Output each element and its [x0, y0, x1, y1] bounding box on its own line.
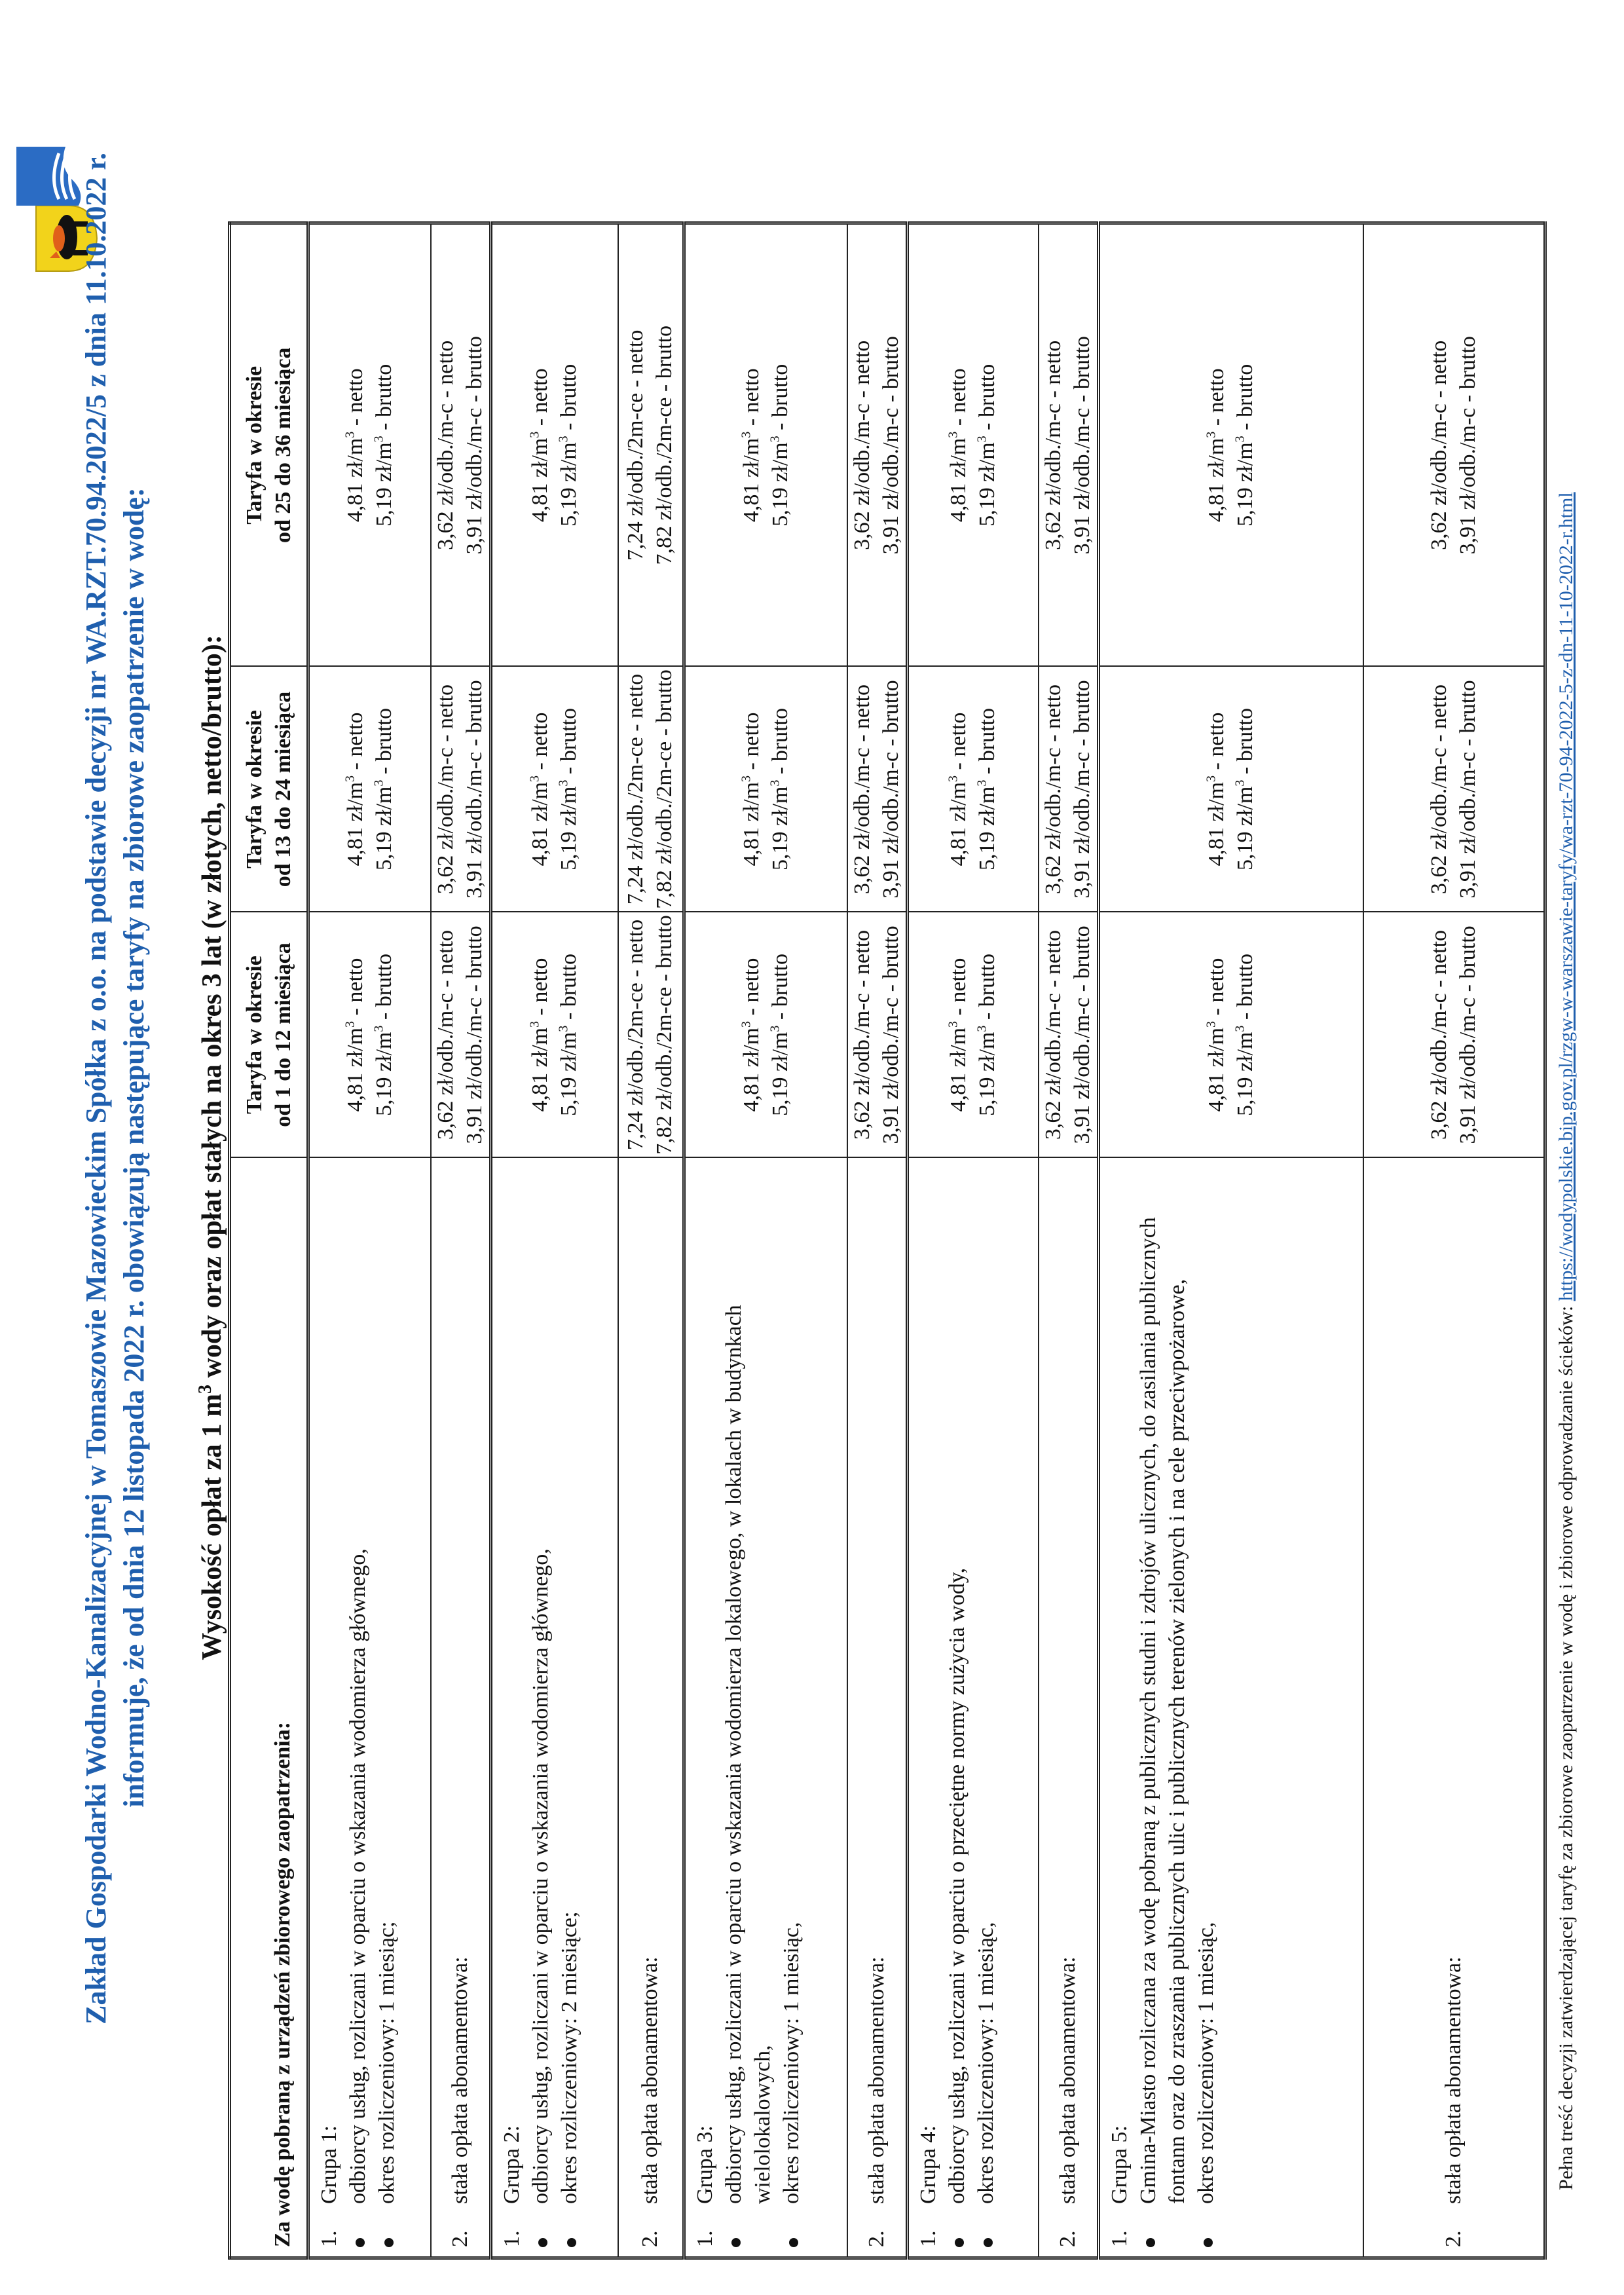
item-number: 1. — [317, 2230, 341, 2247]
water-brutto-suffix: - brutto — [975, 364, 1000, 436]
water-netto-value: 4,81 zł/m — [342, 1027, 367, 1112]
bullet-text: odbiorcy usług, rozliczani w oparciu o przeciętne normy zużycia wody, — [945, 1567, 969, 2204]
item-number: 2. — [1441, 2230, 1466, 2247]
unit-exponent: 3 — [1232, 779, 1247, 787]
water-brutto-value: 5,19 zł/m — [1233, 786, 1258, 870]
water-brutto-value: 5,19 zł/m — [975, 1032, 1000, 1116]
fee-period-1 — [618, 912, 684, 1158]
bullet-text: okres rozliczeniowy: 1 miesiąc, — [974, 1922, 998, 2204]
footer-note — [1553, 492, 1579, 2190]
unit-exponent: 3 — [527, 431, 542, 438]
water-netto-value: 4,81 zł/m — [946, 781, 971, 867]
fee-netto: 7,24 zł/odb./2m-ce - netto — [623, 329, 648, 561]
bullet-text: okres rozliczeniowy: 1 miesiąc; — [375, 1921, 399, 2204]
heading-line-2: informuje, że od dnia 12 listopada 2022 r. obowiązują następujące taryfy na zbiorowe zaopatrzenie w wodę: — [118, 487, 150, 1808]
water-brutto-value: 5,19 zł/m — [767, 786, 792, 870]
item-number: 1. — [499, 2230, 524, 2247]
bullet-icon — [955, 2238, 964, 2247]
header-period-2-line2: od 13 do 24 miesiąca — [270, 691, 295, 887]
water-brutto-suffix: - brutto — [371, 708, 396, 780]
water-netto — [944, 225, 973, 666]
water-brutto — [973, 225, 1002, 666]
unit-exponent: 3 — [1204, 775, 1219, 782]
water-netto — [737, 913, 766, 1157]
bullet-item — [972, 1168, 1001, 2248]
group-3-water-row — [684, 223, 847, 2258]
fee-brutto: 3,91 zł/odb./m-c - brutto — [462, 925, 487, 1144]
water-netto-suffix: - netto — [528, 712, 553, 775]
fee-brutto: 3,91 zł/odb./m-c - brutto — [879, 680, 903, 899]
fee-brutto: 3,91 zł/odb./m-c - brutto — [1069, 336, 1094, 555]
bullet-item — [344, 1168, 373, 2248]
water-brutto-value: 5,19 zł/m — [767, 442, 792, 527]
water-brutto-suffix: - brutto — [767, 364, 792, 436]
unit-exponent: 3 — [946, 775, 961, 782]
bullet-icon — [356, 2238, 365, 2247]
unit-exponent: 3 — [371, 1025, 386, 1032]
water-netto — [526, 667, 555, 912]
fee-netto: 3,62 zł/odb./m-c - netto — [433, 340, 458, 550]
bullet-icon — [384, 2238, 394, 2247]
subtitle-text-end: wody oraz opłat stałych na okres 3 lat (w złotych, netto/brutto): — [197, 635, 227, 1385]
fee-period-3 — [1363, 223, 1545, 667]
water-brutto-value: 5,19 zł/m — [975, 786, 1000, 870]
group-description — [1098, 1158, 1363, 2258]
water-tariff-period-1 — [908, 912, 1039, 1158]
water-brutto-suffix: - brutto — [557, 708, 581, 780]
fee-period-3 — [1039, 223, 1099, 667]
bullet-text: odbiorcy usług, rozliczani w oparciu o wskazania wodomierza lokalowego, w lokalach w budynkach wielolokalowych, — [721, 1305, 775, 2204]
fee-netto: 3,62 zł/odb./m-c - netto — [433, 684, 458, 895]
water-brutto-suffix: - brutto — [371, 364, 396, 436]
water-netto-suffix: - netto — [528, 368, 553, 432]
water-netto-suffix: - netto — [739, 368, 764, 432]
water-tariff-period-1 — [490, 912, 618, 1158]
water-netto-suffix: - netto — [739, 958, 764, 1021]
water-netto-suffix: - netto — [1204, 958, 1229, 1021]
item-number: 2. — [1055, 2230, 1080, 2247]
water-netto-value: 4,81 zł/m — [739, 1027, 764, 1112]
water-netto — [944, 667, 973, 912]
unit-exponent: 3 — [767, 779, 783, 787]
footer-text: Pełna treść decyzji zatwierdzającej taryfę za zbiorowe zaopatrzenie w wodę i zbiorowe odprowadzanie ścieków: — [1555, 1301, 1577, 2190]
fee-netto: 3,62 zł/odb./m-c - netto — [850, 684, 874, 895]
group-description — [490, 1158, 618, 2258]
bullet-item — [943, 1168, 972, 2248]
group-5-water-row — [1098, 223, 1363, 2258]
water-netto-suffix: - netto — [528, 958, 553, 1021]
unit-exponent: 3 — [739, 775, 754, 782]
fee-netto: 3,62 zł/odb./m-c - netto — [1426, 929, 1451, 1140]
unit-exponent: 3 — [556, 1025, 571, 1032]
water-brutto-suffix: - brutto — [557, 954, 581, 1026]
water-brutto-suffix: - brutto — [767, 954, 792, 1026]
water-netto-value: 4,81 zł/m — [342, 438, 367, 523]
unit-exponent: 3 — [1204, 431, 1219, 438]
fee-brutto: 3,91 zł/odb./m-c - brutto — [1069, 680, 1094, 899]
unit-exponent: 3 — [974, 1025, 989, 1032]
unit-exponent: 3 — [527, 1020, 542, 1028]
water-netto — [944, 913, 973, 1157]
unit-exponent: 3 — [974, 436, 989, 443]
water-netto-suffix: - netto — [946, 368, 971, 432]
group-2-fee-row — [618, 223, 684, 2258]
fee-period-2 — [1363, 667, 1545, 912]
fee-description — [1363, 1158, 1545, 2258]
water-brutto — [370, 225, 399, 666]
water-netto-suffix: - netto — [1204, 368, 1229, 432]
water-brutto-suffix: - brutto — [767, 708, 792, 780]
table-header-row — [230, 223, 308, 2258]
header-period-1 — [230, 912, 308, 1158]
heading-line-1: Zakład Gospodarki Wodno-Kanalizacyjnej w Tomaszowie Mazowieckim Spółka z o.o. na podstawie decyzji nr WA.RZT.70.94.2022/5 z dnia 11.10.2022 r. — [80, 153, 112, 2024]
table-subtitle — [187, 0, 231, 2295]
water-netto-suffix: - netto — [1204, 712, 1229, 775]
fee-netto: 3,62 zł/odb./m-c - netto — [850, 340, 874, 550]
group-4-fee-row — [1039, 223, 1099, 2258]
group-title: Grupa 5: — [1107, 2125, 1132, 2204]
unit-exponent: 3 — [1232, 436, 1247, 443]
water-netto-value: 4,81 zł/m — [739, 438, 764, 523]
header-period-3-line1: Taryfa w okresie — [242, 365, 267, 525]
group-description — [908, 1158, 1039, 2258]
water-netto-value: 4,81 zł/m — [946, 1027, 971, 1112]
fee-label: stała opłata abonamentowa: — [447, 1956, 472, 2204]
bullet-item — [526, 1168, 555, 2248]
unit-exponent: 3 — [1204, 1020, 1219, 1028]
group-title: Grupa 2: — [499, 2125, 524, 2204]
bullet-icon — [567, 2238, 576, 2247]
group-title: Grupa 1: — [317, 2125, 341, 2204]
fee-brutto: 3,91 zł/odb./m-c - brutto — [1455, 336, 1480, 555]
fee-description — [431, 1158, 491, 2258]
water-netto-suffix: - netto — [946, 712, 971, 775]
water-brutto-suffix: - brutto — [371, 954, 396, 1026]
water-tariff-period-3 — [908, 223, 1039, 667]
water-netto-value: 4,81 zł/m — [1204, 781, 1229, 867]
fee-netto: 3,62 zł/odb./m-c - netto — [1041, 684, 1065, 895]
fee-period-3 — [618, 223, 684, 667]
fee-netto: 3,62 zł/odb./m-c - netto — [1041, 929, 1065, 1140]
fee-netto: 3,62 zł/odb./m-c - netto — [1041, 340, 1065, 550]
water-netto-value: 4,81 zł/m — [528, 438, 553, 523]
water-brutto — [555, 225, 583, 666]
bullet-icon — [538, 2238, 547, 2247]
water-netto — [526, 225, 555, 666]
water-brutto — [973, 667, 1002, 912]
water-tariff-period-1 — [1098, 912, 1363, 1158]
water-brutto-value: 5,19 zł/m — [557, 786, 581, 870]
header-period-1-line1: Taryfa w okresie — [242, 956, 267, 1114]
bullet-text: okres rozliczeniowy: 1 miesiąc, — [1193, 1922, 1218, 2204]
item-number: 1. — [692, 2230, 717, 2247]
group-1-water-row — [308, 223, 431, 2258]
fee-label: stała opłata abonamentowa: — [1055, 1956, 1080, 2204]
water-tariff-period-3 — [1098, 223, 1363, 667]
fee-period-2 — [431, 667, 491, 912]
water-netto-suffix: - netto — [342, 368, 367, 432]
water-brutto-suffix: - brutto — [1233, 364, 1258, 436]
water-tariff-period-3 — [490, 223, 618, 667]
fee-period-1 — [1363, 912, 1545, 1158]
group-3-fee-row — [847, 223, 908, 2258]
water-netto-suffix: - netto — [739, 712, 764, 775]
unit-exponent: 3 — [974, 779, 989, 787]
group-5-fee-row — [1363, 223, 1545, 2258]
header-description: Za wodę pobraną z urządzeń zbiorowego zaopatrzenia: — [230, 1158, 308, 2258]
group-2-water-row — [490, 223, 618, 2258]
water-netto-value: 4,81 zł/m — [342, 781, 367, 867]
bullet-icon — [984, 2238, 993, 2247]
water-netto-suffix: - netto — [342, 712, 367, 775]
water-brutto-value: 5,19 zł/m — [557, 1032, 581, 1116]
water-tariff-period-2 — [308, 667, 431, 912]
water-brutto-suffix: - brutto — [975, 708, 1000, 780]
decision-link[interactable]: https://wodypolskie.bip.gov.pl/rzgw-w-warszawie-taryfy/wa-rzt-70-94-2022-5-z-dn-11-10-2022-r.html — [1555, 492, 1577, 1301]
water-netto-value: 4,81 zł/m — [1204, 438, 1229, 523]
water-brutto — [1231, 225, 1260, 666]
bullet-text: okres rozliczeniowy: 2 miesiące; — [557, 1911, 581, 2204]
fee-netto: 3,62 zł/odb./m-c - netto — [1426, 340, 1451, 550]
subtitle-superscript: 3 — [195, 1385, 215, 1394]
fee-netto: 7,24 zł/odb./2m-ce - netto — [623, 919, 648, 1151]
water-netto-value: 4,81 zł/m — [739, 781, 764, 867]
item-number: 2. — [864, 2230, 889, 2247]
unit-exponent: 3 — [767, 436, 783, 443]
water-netto-value: 4,81 zł/m — [1204, 1027, 1229, 1112]
water-brutto — [370, 913, 399, 1157]
water-netto — [526, 913, 555, 1157]
unit-exponent: 3 — [556, 779, 571, 787]
water-brutto-value: 5,19 zł/m — [975, 442, 1000, 527]
unit-exponent: 3 — [342, 775, 358, 782]
water-brutto — [766, 913, 795, 1157]
water-tariff-period-3 — [684, 223, 847, 667]
header-period-2-line1: Taryfa w okresie — [242, 710, 267, 868]
fee-label: stała opłata abonamentowa: — [864, 1956, 889, 2204]
water-brutto-value: 5,19 zł/m — [371, 1032, 396, 1116]
water-brutto-value: 5,19 zł/m — [371, 786, 396, 870]
fee-period-1 — [1039, 912, 1099, 1158]
group-4-water-row — [908, 223, 1039, 2258]
fee-netto: 3,62 zł/odb./m-c - netto — [433, 929, 458, 1140]
fee-brutto: 3,91 zł/odb./m-c - brutto — [462, 336, 487, 555]
group-1-fee-row — [431, 223, 491, 2258]
unit-exponent: 3 — [371, 779, 386, 787]
unit-exponent: 3 — [556, 436, 571, 443]
fee-period-1 — [431, 912, 491, 1158]
bullet-item — [1192, 1168, 1221, 2248]
bullet-icon — [1146, 2238, 1155, 2247]
unit-exponent: 3 — [342, 1020, 358, 1028]
water-brutto — [370, 667, 399, 912]
bullet-item — [555, 1168, 584, 2248]
water-brutto-value: 5,19 zł/m — [1233, 1032, 1258, 1116]
water-brutto-suffix: - brutto — [1233, 954, 1258, 1026]
unit-exponent: 3 — [946, 1020, 961, 1028]
item-number: 2. — [638, 2230, 663, 2247]
fee-period-2 — [618, 667, 684, 912]
unit-exponent: 3 — [1232, 1025, 1247, 1032]
bullet-item — [720, 1168, 777, 2248]
item-number: 1. — [916, 2230, 940, 2247]
water-wave-logo-icon — [16, 147, 81, 206]
water-brutto-suffix: - brutto — [557, 364, 581, 436]
group-description — [684, 1158, 847, 2258]
fee-description — [618, 1158, 684, 2258]
bullet-item — [373, 1168, 401, 2248]
fee-period-2 — [847, 667, 908, 912]
fee-brutto: 3,91 zł/odb./m-c - brutto — [462, 680, 487, 899]
bullet-icon — [789, 2238, 798, 2247]
table-body — [308, 223, 1545, 2258]
fee-period-1 — [847, 912, 908, 1158]
group-title: Grupa 3: — [692, 2125, 717, 2204]
bullet-text: odbiorcy usług, rozliczani w oparciu o wskazania wodomierza głównego, — [528, 1548, 553, 2204]
water-netto-suffix: - netto — [342, 958, 367, 1021]
water-netto — [341, 225, 370, 666]
bullet-text: Gmina-Miasto rozliczana za wodę pobraną z publicznych studni i zdrojów ulicznych, do zasilania publicznych fontann oraz do zraszania publicznych ulic i publicznych terenów zielonych i na cele przeciwpożarowe, — [1135, 1217, 1189, 2204]
fee-brutto: 3,91 zł/odb./m-c - brutto — [1069, 925, 1094, 1144]
water-brutto — [555, 667, 583, 912]
water-netto — [1202, 225, 1231, 666]
bullet-icon — [1204, 2238, 1213, 2247]
water-netto-value: 4,81 zł/m — [528, 781, 553, 867]
unit-exponent: 3 — [527, 775, 542, 782]
water-brutto — [766, 667, 795, 912]
water-brutto-suffix: - brutto — [1233, 708, 1258, 780]
header-period-2 — [230, 667, 308, 912]
unit-exponent: 3 — [371, 436, 386, 443]
water-netto — [737, 225, 766, 666]
fee-label: stała opłata abonamentowa: — [638, 1956, 663, 2204]
unit-exponent: 3 — [767, 1025, 783, 1032]
water-brutto-suffix: - brutto — [975, 954, 1000, 1026]
fee-description — [847, 1158, 908, 2258]
bullet-text: okres rozliczeniowy: 1 miesiąc, — [779, 1922, 803, 2204]
water-brutto-value: 5,19 zł/m — [767, 1032, 792, 1116]
bullet-item — [1134, 1168, 1192, 2248]
water-tariff-period-2 — [684, 667, 847, 912]
water-tariff-period-2 — [490, 667, 618, 912]
fee-label: stała opłata abonamentowa: — [1441, 1956, 1466, 2204]
fee-brutto: 3,91 zł/odb./m-c - brutto — [879, 925, 903, 1144]
water-tariff-period-2 — [1098, 667, 1363, 912]
water-netto-value: 4,81 zł/m — [528, 1027, 553, 1112]
water-tariff-period-1 — [684, 912, 847, 1158]
fee-brutto: 7,82 zł/odb./2m-ce - brutto — [652, 915, 677, 1155]
fee-brutto: 3,91 zł/odb./m-c - brutto — [1455, 680, 1480, 899]
fee-netto: 3,62 zł/odb./m-c - netto — [1426, 684, 1451, 895]
fee-netto: 7,24 zł/odb./2m-ce - netto — [623, 673, 648, 905]
water-brutto — [555, 913, 583, 1157]
header-period-3 — [230, 223, 308, 667]
water-brutto — [973, 913, 1002, 1157]
unit-exponent: 3 — [739, 1020, 754, 1028]
water-brutto — [766, 225, 795, 666]
bullet-item — [777, 1168, 806, 2248]
water-tariff-period-1 — [308, 912, 431, 1158]
water-netto — [737, 667, 766, 912]
fee-brutto: 3,91 zł/odb./m-c - brutto — [1455, 925, 1480, 1144]
subtitle-text-start: Wysokość opłat za 1 m — [197, 1394, 227, 1660]
bullet-icon — [731, 2238, 741, 2247]
water-netto — [341, 667, 370, 912]
fee-brutto: 7,82 zł/odb./2m-ce - brutto — [652, 326, 677, 565]
water-brutto — [1231, 667, 1260, 912]
water-netto-suffix: - netto — [946, 958, 971, 1021]
unit-exponent: 3 — [342, 431, 358, 438]
water-netto — [1202, 913, 1231, 1157]
water-netto — [341, 913, 370, 1157]
item-number: 2. — [447, 2230, 472, 2247]
water-brutto-value: 5,19 zł/m — [371, 442, 396, 527]
header-period-1-line2: od 1 do 12 miesiąca — [270, 942, 295, 1127]
water-brutto-value: 5,19 zł/m — [557, 442, 581, 527]
fee-description — [1039, 1158, 1099, 2258]
water-netto — [1202, 667, 1231, 912]
unit-exponent: 3 — [946, 431, 961, 438]
fee-period-3 — [847, 223, 908, 667]
fee-brutto: 3,91 zł/odb./m-c - brutto — [879, 336, 903, 555]
water-tariff-period-3 — [308, 223, 431, 667]
header-period-3-line2: od 25 do 36 miesiąca — [270, 347, 295, 543]
fee-period-2 — [1039, 667, 1099, 912]
water-netto-value: 4,81 zł/m — [946, 438, 971, 523]
fee-brutto: 7,82 zł/odb./2m-ce - brutto — [652, 669, 677, 909]
bullet-text: odbiorcy usług, rozliczani w oparciu o wskazania wodomierza głównego, — [346, 1548, 370, 2204]
fee-netto: 3,62 zł/odb./m-c - netto — [850, 929, 874, 1140]
group-title: Grupa 4: — [916, 2125, 940, 2204]
water-brutto — [1231, 913, 1260, 1157]
fee-period-3 — [431, 223, 491, 667]
unit-exponent: 3 — [739, 431, 754, 438]
water-brutto-value: 5,19 zł/m — [1233, 442, 1258, 527]
tariff-table — [228, 221, 1547, 2260]
item-number: 1. — [1107, 2230, 1132, 2247]
group-description — [308, 1158, 431, 2258]
water-tariff-period-2 — [908, 667, 1039, 912]
